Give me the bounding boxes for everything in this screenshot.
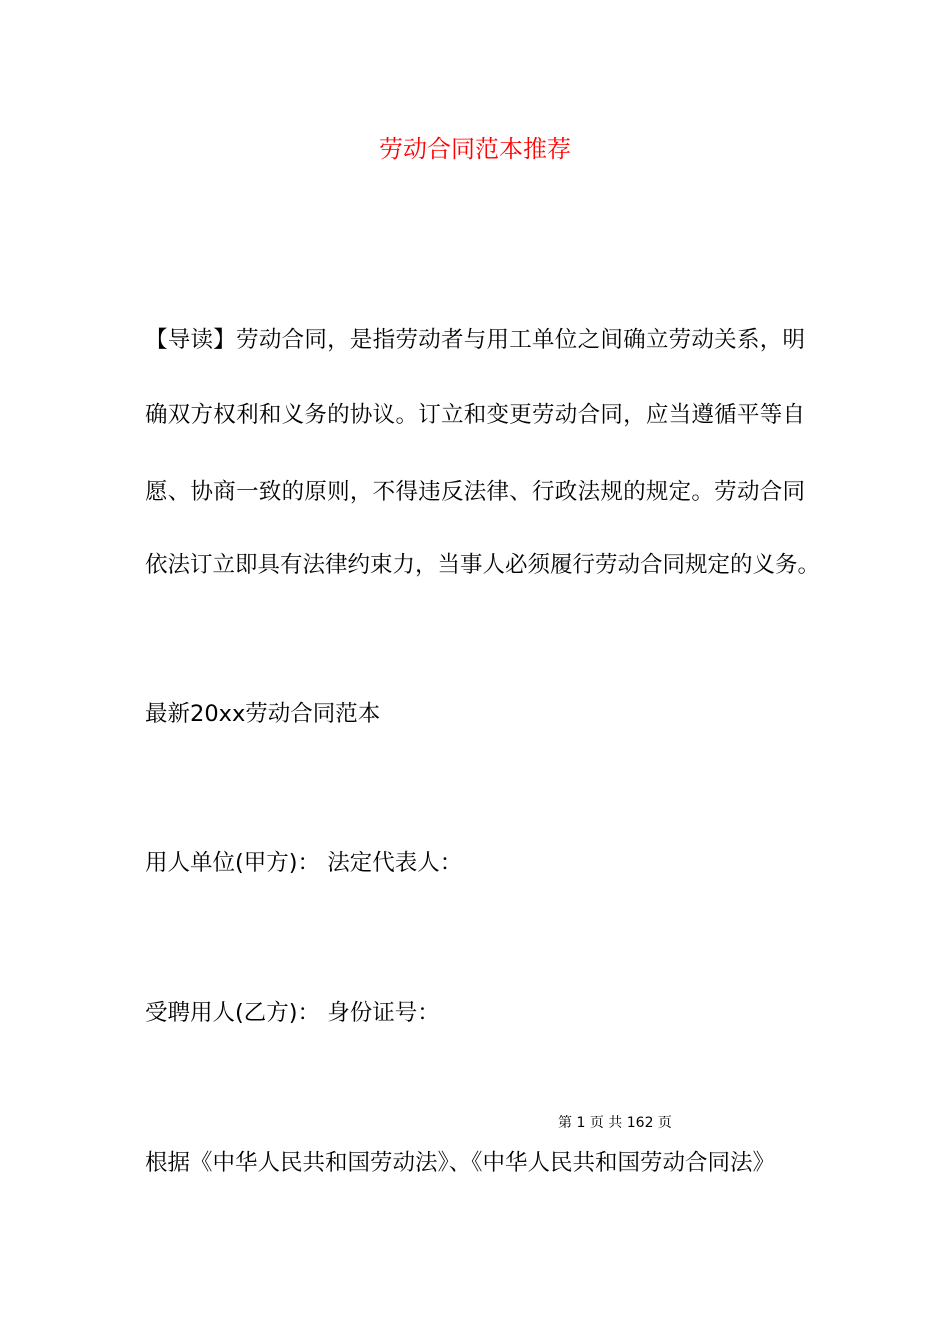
contract-subtitle: 最新20xx劳动合同范本: [145, 701, 381, 727]
intro-line-1: 【导读】劳动合同，是指劳动者与用工单位之间确立劳动关系，明: [145, 327, 805, 353]
employer-line: 用人单位(甲方)： 法定代表人：: [145, 850, 463, 876]
legal-basis-line: 根据《中华人民共和国劳动法》、《中华人民共和国劳动合同法》: [145, 1150, 776, 1176]
intro-line-2: 确双方权利和义务的协议。订立和变更劳动合同，应当遵循平等自: [145, 402, 805, 428]
employee-line: 受聘用人(乙方)： 身份证号：: [145, 1000, 440, 1026]
intro-line-4: 依法订立即具有法律约束力，当事人必须履行劳动合同规定的义务。: [145, 552, 821, 578]
document-title: 劳动合同范本推荐: [379, 135, 571, 163]
intro-line-3: 愿、协商一致的原则，不得违反法律、行政法规的规定。劳动合同: [145, 479, 805, 505]
page-number: 第 1 页 共 162 页: [558, 1115, 672, 1131]
